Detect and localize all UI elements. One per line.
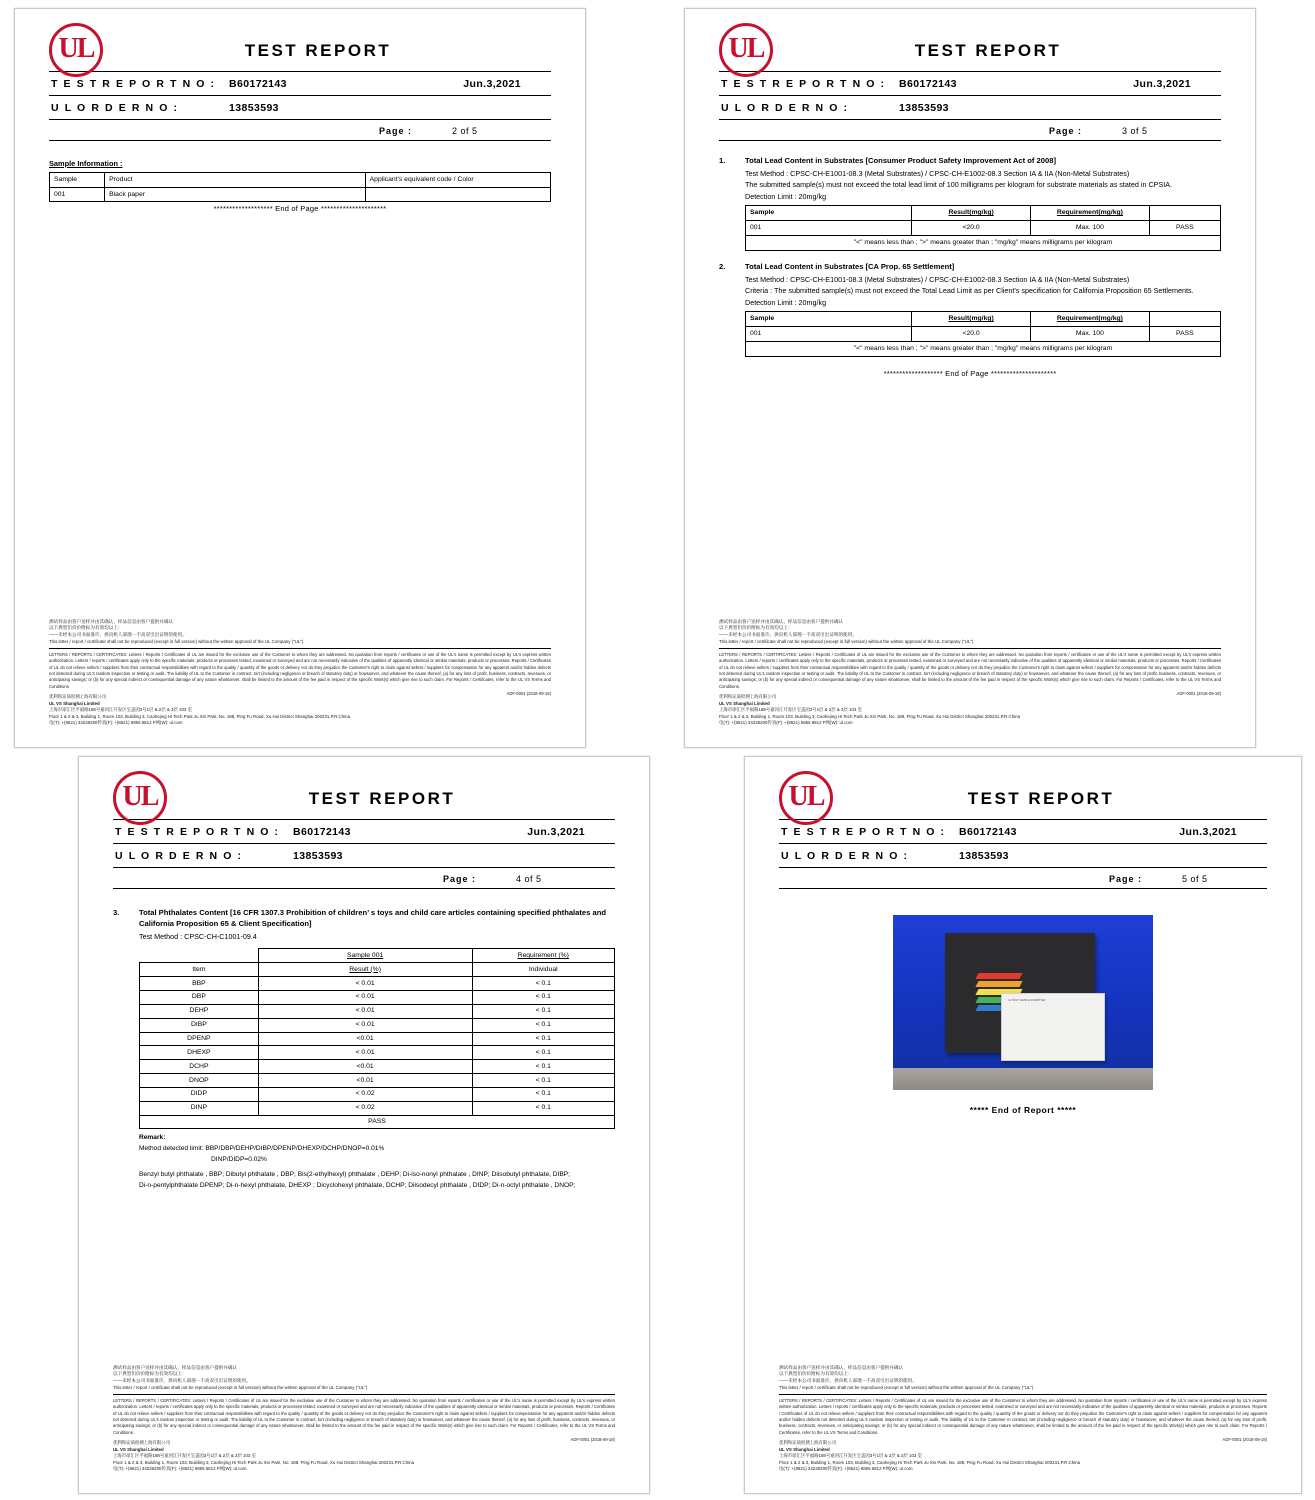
tab-red [975, 973, 1022, 979]
sample-info-table [49, 172, 551, 203]
order-no-label: U L O R D E R N O : [781, 850, 909, 862]
footer-cn-line-3: ——未经本公司书面准许，供向机人部理－不高双引出证明的使用。 [779, 1378, 917, 1384]
page-title: TEST REPORT [914, 41, 1062, 60]
page-title: TEST REPORT [308, 789, 456, 808]
page-body [779, 915, 1267, 1116]
col-verdict [1149, 206, 1220, 221]
footer-cn-line-1: 测试样品由客户送样并由其确认，样品信息由客户提供并确认 [719, 618, 844, 624]
footer-cn-line-2: 以下典型们价价附标为有效均以上： [113, 1371, 187, 1377]
report-date: Jun.3,2021 [1133, 78, 1191, 90]
cell-result: < 0.01 [258, 1018, 472, 1032]
document-page-2 [14, 8, 586, 748]
remark-title: Remark: [139, 1134, 166, 1142]
company-cn: 优利和证质检测上海有限公司 [719, 693, 777, 699]
col-sample: Sample [746, 312, 912, 327]
cell-individual: < 0.1 [472, 1046, 615, 1060]
col-sample: Sample [50, 172, 105, 187]
section-line: Detection Limit : 20mg/kg [745, 297, 827, 307]
company-en: UL VS Shanghai Limited [49, 700, 100, 706]
cell-item: DCHP [140, 1060, 259, 1074]
footer-doc-code: ADF-0001 (2018-09-18) [1176, 690, 1221, 696]
order-no-label: U L O R D E R N O : [51, 102, 179, 114]
page-body [49, 159, 551, 215]
table-note-row [746, 236, 1221, 251]
report-no-row [113, 820, 615, 843]
photo-booklet-text: UL TEST SAMPLE SUBMITTED [1008, 999, 1046, 1002]
company-en: UL VS Shanghai Limited [113, 1446, 164, 1452]
cell-result: <20.0 [912, 327, 1031, 342]
section-number: 3. [113, 908, 120, 917]
page-header [685, 9, 1255, 71]
cell-sample: 001 [746, 327, 912, 342]
cell-item: DBP [140, 990, 259, 1004]
cell-verdict: PASS [1149, 327, 1220, 342]
cell-individual: < 0.1 [472, 1101, 615, 1115]
footer-cn-line-3: ——未经本公司书面准许，供向机人部理－不高双引出证明的使用。 [113, 1378, 251, 1384]
footer-cn-line-2: 以下典型们价价附标为有效均以上： [779, 1371, 853, 1377]
sample-info-label: Sample Information : [49, 159, 123, 168]
page-title: TEST REPORT [967, 789, 1115, 808]
cell-item: DNOP [140, 1074, 259, 1088]
page-body [113, 907, 615, 1192]
table-row [140, 1074, 615, 1088]
divider [113, 888, 615, 889]
order-no-value: 13853593 [229, 102, 279, 114]
remark-line: Di-n-pentylphthalate DPENP; Di-n-hexyl phthalate, DHEXP ; Dicyclohexyl phthalate, DCHP; Diisodecyl phthalate , DIDP; Di-n-octyl phthalate , DNOP; [139, 1181, 576, 1189]
address-en: Floor 1 & 2 & 3, Building 1, Room 103, Building 3, Caohejing Hi Tech Park Ju Xin Park, No. 188, Ping Fu Road, Xu Hui District Shanghai 200231,P.R.China [113, 1459, 415, 1465]
section-title: Total Lead Content in Substrates [CA Prop. 65 Settlement] [745, 261, 955, 271]
report-no-row [779, 820, 1267, 843]
footer-address [779, 1440, 1267, 1473]
page-number-row [113, 868, 615, 888]
cell-sample: 001 [50, 187, 105, 202]
page-value: 2 of 5 [452, 126, 478, 136]
section-title: Total Lead Content in Substrates [Consumer Product Safety Improvement Act of 2008] [745, 156, 1056, 165]
section-number: 2. [719, 261, 726, 271]
footer-legal-text: LETTERS / REPORTS / CERTIFICATES: Letters / Reports / Certificates of UL are issued for the exclusive use of the Customer to whom they are addressed. No quotation from reports / certificates or use of the UL's name is permitted except by UL's express written authorization. Letters / reports / certificates apply only to the specific materials, products or processes tested, examined or surveyed and are not necessarily indicative of the qualities of apparently identical or similar materials, products or processes. Reports / Certificates of UL do not relieve sellers / suppliers from their contractual responsibilities with regard to the quality / quantity of the goods or delivery nor do they prejudice the Customer's right to claim against sellers / suppliers for compensation for any apparent and/or hidden defects not detected during UL's random inspection or testing or audit. The liability of UL to the Customer in contract, tort (including negligence or breach of statutory duty) or howsoever, and whatever the cause thereof, (a) for any loss of profit, business, contracts, revenues, or anticipating savings; or (b) for any special indirect or consequential damage of any nature whatsoever, shall be limited to the amount of the fee paid in respect of the specific Work(s) which give rise to such claim. For Reports / Certificates, refer to the UL VS Terms and Conditions. [719, 652, 1221, 689]
footer-cn-line-2: 以下典型们价价附标为有效均以上： [719, 625, 793, 631]
sample-photo [893, 915, 1153, 1090]
remark-block [139, 1133, 615, 1190]
table-row [140, 1087, 615, 1101]
col-individual: Individual [472, 963, 615, 977]
col-result: Result (%) [258, 963, 472, 977]
table-header-row [746, 312, 1221, 327]
section-number: 1. [719, 156, 726, 165]
page-title: TEST REPORT [244, 41, 392, 60]
order-no-value: 13853593 [959, 850, 1009, 862]
page-value: 3 of 5 [1122, 126, 1148, 136]
cell-sample: 001 [746, 221, 912, 236]
end-of-report: ***** End of Report ***** [969, 1105, 1077, 1115]
cell-result: < 0.02 [258, 1087, 472, 1101]
footer-en-line: This letter / report / certificate shall not be reproduced (except in full version) without the written approval of the UL Company ("UL") [779, 1384, 1034, 1390]
photo-table-surface [893, 1068, 1153, 1090]
order-no-row [113, 844, 615, 867]
footer-cn-line-1: 测试样品由客户送样并由其确认，样品信息由客户提供并确认 [113, 1364, 238, 1370]
table-note: "<" means less than ; ">" means greater than ; "mg/kg" means milligrams per kilogram [746, 341, 1221, 356]
divider [779, 888, 1267, 889]
report-no-row [719, 72, 1221, 95]
result-table [745, 205, 1221, 251]
page-label: Page : [379, 126, 413, 136]
report-no-value: B60172143 [293, 826, 351, 838]
table-row [140, 1101, 615, 1115]
report-no-label: T E S T R E P O R T N O : [115, 826, 280, 838]
photo-white-booklet [1001, 993, 1105, 1061]
page-footer [719, 619, 1221, 727]
report-no-label: T E S T R E P O R T N O : [51, 78, 216, 90]
cell-individual: < 0.1 [472, 1060, 615, 1074]
report-date: Jun.3,2021 [463, 78, 521, 90]
section-line: Criteria : The submitted sample(s) must not exceed the Total Lead Limit as per Client's specification for California Proposition 65 Settlements. [745, 286, 1194, 296]
cell-individual: < 0.1 [472, 1032, 615, 1046]
section-line: The submitted sample(s) must not exceed the total lead limit of 100 milligrams per kilogram for substrate materials as stated in CPSIA. [745, 180, 1173, 190]
telephone: 电(T): +(8621) 34228200传真(F): +(8621) 6855 6812 P网(W): ul.com [113, 1466, 247, 1472]
col-verdict [1149, 312, 1220, 327]
section-title: Total Phthalates Content [16 CFR 1307.3 Prohibition of children’ s toys and child care articles containing specified phthalates and California Proposition 65 & Client Specification] [139, 908, 606, 928]
footer-cn-line-1: 测试样品由客户送样并由其确认，样品信息由客户提供并确认 [779, 1364, 904, 1370]
cell-result: <0.01 [258, 1074, 472, 1088]
footer-cn-line-3: ——未经本公司书面准许，供向机人部理－不高双引出证明的使用。 [49, 632, 187, 638]
order-no-row [49, 96, 551, 119]
page-label: Page : [443, 874, 477, 884]
address-cn: 上海市徐汇区平福路188号嘉河江开发区宝盖园3号1层 & 2层 & 3层 103 室 [49, 707, 192, 713]
footer-en-line: This letter / report / certificate shall not be reproduced (except in full version) without the written approval of the UL Company ("UL") [113, 1384, 368, 1390]
footer-doc-code: ADF-0001 (2018-09-18) [570, 1436, 615, 1442]
section-line: Detection Limit : 20mg/kg [745, 191, 827, 201]
page-label: Page : [1049, 126, 1083, 136]
ul-logo-icon: UL [719, 23, 773, 77]
order-no-label: U L O R D E R N O : [721, 102, 849, 114]
test-method: Test Method : CPSC-CH-C1001-09.4 [139, 932, 257, 941]
col-item: Item [140, 963, 259, 977]
cell-item: DIBP [140, 1018, 259, 1032]
report-no-label: T E S T R E P O R T N O : [721, 78, 886, 90]
col-result: Result(mg/kg) [912, 312, 1031, 327]
cell-item: DHEXP [140, 1046, 259, 1060]
cell-item: DPENP [140, 1032, 259, 1046]
order-no-value: 13853593 [293, 850, 343, 862]
cell-individual: < 0.1 [472, 1087, 615, 1101]
ul-logo-icon: UL [49, 23, 103, 77]
order-no-value: 13853593 [899, 102, 949, 114]
cell-individual: < 0.1 [472, 1018, 615, 1032]
page-number-row [719, 120, 1221, 140]
footer-legal-text: LETTERS / REPORTS / CERTIFICATES: Letters / Reports / Certificates of UL are issued for the exclusive use of the Customer to whom they are addressed. No quotation from reports / certificates or use of the UL's name is permitted except by UL's express written authorization. Letters / reports / certificates apply only to the specific materials, products or processes tested, examined or surveyed and are not necessarily indicative of the qualities of apparently identical or similar materials, products or processes. Reports / Certificates of UL do not relieve sellers / suppliers from their contractual responsibilities with regard to the quality / quantity of the goods or delivery nor do they prejudice the Customer's right to claim against sellers / suppliers for compensation for any apparent and/or hidden defects not detected during UL's random inspection or testing or audit. The liability of UL to the Customer in contract, tort (including negligence or breach of statutory duty) or howsoever, and whatever the cause thereof, (a) for any loss of profit, business, contracts, revenues, or anticipating savings; or (b) for any special indirect or consequential damage of any nature whatsoever, shall be limited to the amount of the fee paid in respect of the specific Work(s) which give rise to such claim. For Reports / Certificates, refer to the UL VS Terms and Conditions. [113, 1398, 615, 1435]
remark-line: Method detected limit: BBP/DBP/DEHP/DIBP/DPENP/DHEXP/DCHP/DNOP=0.01% [139, 1145, 385, 1153]
page-footer [49, 619, 551, 727]
group-col-blank [140, 949, 259, 963]
table-row [746, 221, 1221, 236]
cell-result: <0.01 [258, 1060, 472, 1074]
report-no-value: B60172143 [899, 78, 957, 90]
document-page-3 [684, 8, 1256, 748]
telephone: 电(T): +(8621) 34228200传真(F): +(8621) 6855 6812 P网(W): ul.com [49, 720, 183, 726]
address-cn: 上海市徐汇区平福路188号嘉河江开发区宝盖园3号1层 & 2层 & 3层 103 室 [113, 1453, 256, 1459]
cell-verdict: PASS [140, 1115, 615, 1129]
table-header-row [746, 206, 1221, 221]
order-no-row [779, 844, 1267, 867]
tab-orange [975, 981, 1022, 987]
footer-cn-line-1: 测试样品由客户送样并由其确认，样品信息由客户提供并确认 [49, 618, 174, 624]
section-total-lead-cpsia [719, 155, 1221, 251]
page-number-row [49, 120, 551, 140]
footer-cn-line-2: 以下典型们价价附标为有效均以上： [49, 625, 123, 631]
cell-product: Black paper [105, 187, 366, 202]
table-header-row [50, 172, 551, 187]
document-page-5 [744, 756, 1302, 1494]
section-total-lead-prop65 [719, 261, 1221, 357]
section-phthalates [113, 907, 615, 1192]
footer-en-line: This letter / report / certificate shall not be reproduced (except in full version) without the written approval of the UL Company ("UL") [49, 638, 304, 644]
table-row [140, 1046, 615, 1060]
table-row [50, 187, 551, 202]
address-cn: 上海市徐汇区平福路188号嘉河江开发区宝盖园3号1层 & 2层 & 3层 103 室 [779, 1453, 922, 1459]
footer-legal-text: LETTERS / REPORTS / CERTIFICATES: Letters / Reports / Certificates of UL are issued for the exclusive use of the Customer to whom they are addressed. No quotation from reports / certificates or use of the UL's name is permitted except by UL's express written authorization. Letters / reports / certificates apply only to the specific materials, products or processes tested, examined or surveyed and are not necessarily indicative of the qualities of apparently identical or similar materials, products or processes. Reports / Certificates of UL do not relieve sellers / suppliers from their contractual responsibilities with regard to the quality / quantity of the goods or delivery nor do they prejudice the Customer's right to claim against sellers / suppliers for compensation for any apparent and/or hidden defects not detected during UL's random inspection or testing or audit. The liability of UL to the Customer in contract, tort (including negligence or breach of statutory duty) or howsoever, and whatever the cause thereof, (a) for any loss of profit, business, contracts, revenues, or anticipating savings; or (b) for any special indirect or consequential damage of any nature whatsoever, shall be limited to the amount of the fee paid in respect of the specific Work(s) which give rise to such claim. For Reports / Certificates, refer to the UL VS Terms and Conditions. [49, 652, 551, 689]
section-line: Test Method : CPSC-CH-E1001-08.3 (Metal Substrates) / CPSC-CH-E1002-08.3 Section IA & IIA (Non-Metal Substrates) [745, 169, 1130, 178]
address-en: Floor 1 & 2 & 3, Building 1, Room 103, Building 3, Caohejing Hi Tech Park Ju Xin Park, No. 188, Ping Fu Road, Xu Hui District Shanghai 200231,P.R.China [49, 713, 351, 719]
section-line: Test Method : CPSC-CH-E1001-08.3 (Metal Substrates) / CPSC-CH-E1002-08.3 Section IA & IIA (Non-Metal Substrates) [745, 274, 1130, 284]
table-row [140, 977, 615, 991]
report-date: Jun.3,2021 [1179, 826, 1237, 838]
report-no-value: B60172143 [229, 78, 287, 90]
cell-requirement: Max. 100 [1031, 221, 1150, 236]
report-no-label: T E S T R E P O R T N O : [781, 826, 946, 838]
cell-result: < 0.01 [258, 977, 472, 991]
col-requirement: Requirement(mg/kg) [1031, 312, 1150, 327]
address-en: Floor 1 & 2 & 3, Building 1, Room 103, Building 3, Caohejing Hi Tech Park Ju Xin Park, No. 188, Ping Fu Road, Xu Hui District Shanghai 200231,P.R.China [719, 713, 1021, 719]
end-of-page: ******************* End of Page ********************* [213, 204, 387, 214]
cell-item: DINP [140, 1101, 259, 1115]
remark-line: Benzyl butyl phthalate , BBP; Dibutyl phthalate , DBP; Bis(2-ethylhexyl) phthalate , DEHP; Di-iso-nonyl phthalate , DINP; Diisobutyl phthalate, DIBP; [139, 1171, 571, 1179]
cell-individual: < 0.1 [472, 990, 615, 1004]
company-cn: 优利和证质检测上海有限公司 [49, 693, 107, 699]
table-row [140, 1032, 615, 1046]
cell-item: BBP [140, 977, 259, 991]
cell-result: < 0.01 [258, 1004, 472, 1018]
table-row [140, 1004, 615, 1018]
page-header [15, 9, 585, 71]
report-no-value: B60172143 [959, 826, 1017, 838]
cell-result: <20.0 [912, 221, 1031, 236]
footer-divider [113, 1394, 615, 1395]
footer-address [719, 694, 1221, 727]
col-requirement: Requirement(mg/kg) [1031, 206, 1150, 221]
table-note-row [746, 341, 1221, 356]
phthalates-table [139, 948, 615, 1129]
result-table [745, 311, 1221, 357]
col-sample: Sample [746, 206, 912, 221]
page-body [719, 155, 1221, 380]
footer-cn-line-3: ——未经本公司书面准许，供向机人部理－不高双引出证明的使用。 [719, 632, 857, 638]
telephone: 电(T): +(8621) 34228200传真(F): +(8621) 6855 6812 P网(W): ul.com [719, 720, 853, 726]
page-number-row [779, 868, 1267, 888]
address-cn: 上海市徐汇区平福路188号嘉河江开发区宝盖园3号1层 & 2层 & 3层 103 室 [719, 707, 862, 713]
table-row [140, 1060, 615, 1074]
page-label: Page : [1109, 874, 1143, 884]
order-no-label: U L O R D E R N O : [115, 850, 243, 862]
address-en: Floor 1 & 2 & 3, Building 1, Room 103, Building 3, Caohejing Hi Tech Park Ju Xin Park, No. 188, Ping Fu Road, Xu Hui District Shanghai 200231,P.R.China [779, 1459, 1081, 1465]
sample-photo-wrapper [893, 915, 1153, 1090]
footer-address [49, 694, 551, 727]
cell-item: DIDP [140, 1087, 259, 1101]
page-value: 5 of 5 [1182, 874, 1208, 884]
divider [49, 140, 551, 141]
cell-item: DEHP [140, 1004, 259, 1018]
group-col-requirement: Requirement (%) [472, 949, 615, 963]
report-date: Jun.3,2021 [527, 826, 585, 838]
footer-address [113, 1440, 615, 1473]
ul-logo-icon: UL [113, 771, 167, 825]
cell-equivalent-code [365, 187, 550, 202]
table-verdict-row [140, 1115, 615, 1129]
page-footer [779, 1365, 1267, 1473]
cell-individual: < 0.1 [472, 977, 615, 991]
divider [719, 140, 1221, 141]
end-of-page: ******************* End of Page ********************* [883, 368, 1057, 378]
table-row [140, 990, 615, 1004]
col-product: Product [105, 172, 366, 187]
page-header [79, 757, 649, 819]
cell-verdict: PASS [1149, 221, 1220, 236]
remark-line: DINP/DIDP=0.02% [211, 1156, 267, 1164]
telephone: 电(T): +(8621) 34228200传真(F): +(8621) 6855 6812 P网(W): ul.com [779, 1466, 913, 1472]
cell-individual: < 0.1 [472, 1074, 615, 1088]
page-value: 4 of 5 [516, 874, 542, 884]
footer-divider [779, 1394, 1267, 1395]
report-no-row [49, 72, 551, 95]
group-col-sample: Sample 001 [258, 949, 472, 963]
cell-individual: < 0.1 [472, 1004, 615, 1018]
footer-doc-code: ADF-0001 (2018-09-18) [506, 690, 551, 696]
col-equivalent-code: Applicant's equivalent code / Color [365, 172, 550, 187]
table-header-row [140, 963, 615, 977]
footer-divider [49, 648, 551, 649]
cell-result: < 0.02 [258, 1101, 472, 1115]
page-footer [113, 1365, 615, 1473]
table-row [746, 327, 1221, 342]
page-header [745, 757, 1301, 819]
footer-doc-code: ADF-0001 (2018-09-18) [1222, 1436, 1267, 1442]
footer-legal-text: LETTERS / REPORTS / CERTIFICATES: Letters / Reports / Certificates of UL are issued for the exclusive use of the Customer to whom they are addressed. No quotation from reports / certificates or use of the UL's name is permitted except by UL's express written authorization. Letters / reports / certificates apply only to the specific materials, products or processes tested, examined or surveyed and are not necessarily indicative of the qualities of apparently identical or similar materials, products or processes. Reports / Certificates of UL do not relieve sellers / suppliers from their contractual responsibilities with regard to the quality / quantity of the goods or delivery nor do they prejudice the Customer's right to claim against sellers / suppliers for compensation for any apparent and/or hidden defects not detected during UL's random inspection or testing or audit. The liability of UL to the Customer in contract, tort (including negligence or breach of statutory duty) or howsoever, and whatever the cause thereof, (a) for any loss of profit, business, contracts, revenues, or anticipating savings; or (b) for any special indirect or consequential damage of any nature whatsoever, shall be limited to the amount of the fee paid in respect of the specific Work(s) which give rise to such claim. For Reports / Certificates, refer to the UL VS Terms and Conditions. [779, 1398, 1267, 1435]
col-result: Result(mg/kg) [912, 206, 1031, 221]
table-note: "<" means less than ; ">" means greater than ; "mg/kg" means milligrams per kilogram [746, 236, 1221, 251]
company-en: UL VS Shanghai Limited [719, 700, 770, 706]
cell-result: < 0.01 [258, 1046, 472, 1060]
company-cn: 优利和证质检测上海有限公司 [779, 1439, 837, 1445]
cell-requirement: Max. 100 [1031, 327, 1150, 342]
footer-en-line: This letter / report / certificate shall not be reproduced (except in full version) without the written approval of the UL Company ("UL") [719, 638, 974, 644]
ul-logo-icon: UL [779, 771, 833, 825]
order-no-row [719, 96, 1221, 119]
cell-result: <0.01 [258, 1032, 472, 1046]
cell-result: < 0.01 [258, 990, 472, 1004]
footer-divider [719, 648, 1221, 649]
company-cn: 优利和证质检测上海有限公司 [113, 1439, 171, 1445]
table-group-header-row [140, 949, 615, 963]
company-en: UL VS Shanghai Limited [779, 1446, 830, 1452]
document-page-4 [78, 756, 650, 1494]
table-row [140, 1018, 615, 1032]
